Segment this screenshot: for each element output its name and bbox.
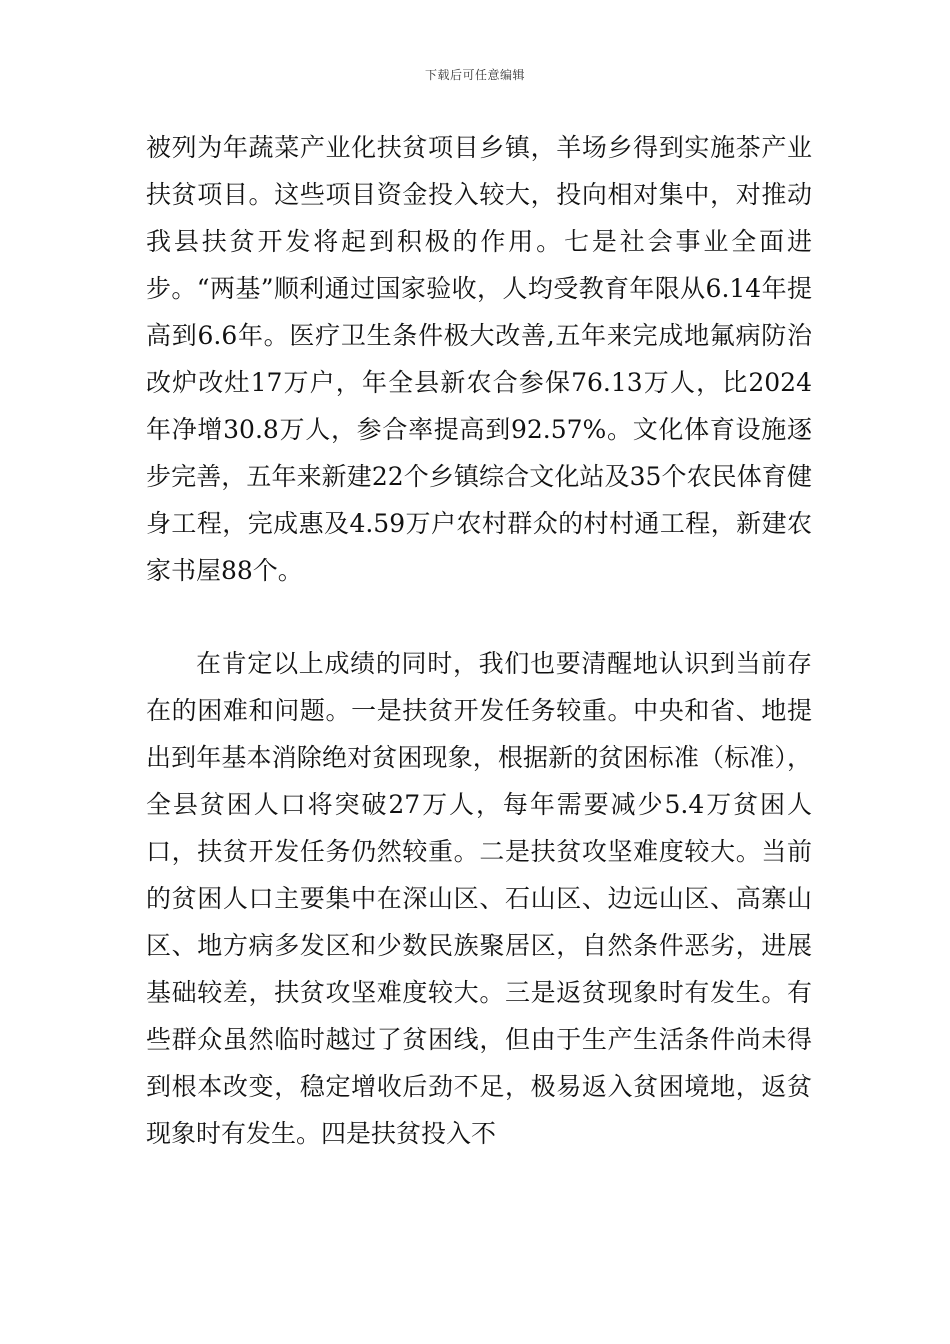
paragraph-difficulties: 在肯定以上成绩的同时，我们也要清醒地认识到当前存在的困难和问题。一是扶贫开发任务较重。中央和省、地提出到年基本消除绝对贫困现象，根据新的贫困标准（标准），全县贫困人口将突破27万人，每年需要减少5.4万贫困人口，扶贫开发任务仍然较重。二是扶贫攻坚难度较大。当前的贫困人口主要集中在深山区、石山区、边远山区、高寨山区、地方病多发区和少数民族聚居区，自然条件恶劣，进展基础较差，扶贫攻坚难度较大。三是返贫现象时有发生。有些群众虽然临时越过了贫困线，但由于生产生活条件尚未得到根本改变，稳定增收后劲不足，极易返入贫困境地，返贫现象时有发生。四是扶贫投入不 — [146, 649, 812, 1148]
page-header-note: 下载后可任意编辑 — [424, 68, 525, 82]
document-body — [146, 124, 812, 1157]
paragraph-continued: 被列为年蔬菜产业化扶贫项目乡镇，羊场乡得到实施茶产业扶贫项目。这些项目资金投入较大，投向相对集中，对推动我县扶贫开发将起到积极的作用。七是社会事业全面进步。“两基”顺利通过国家验收，人均受教育年限从6.14年提高到6.6年。医疗卫生条件极大改善,五年来完成地氟病防治改炉改灶17万户，年全县新农合参保76.13万人，比2024年净增30.8万人，参合率提高到92.57%。文化体育设施逐步完善，五年来新建22个乡镇综合文化站及35个农民体育健身工程，完成惠及4.59万户农村群众的村村通工程，新建农家书屋88个。 — [146, 133, 812, 585]
